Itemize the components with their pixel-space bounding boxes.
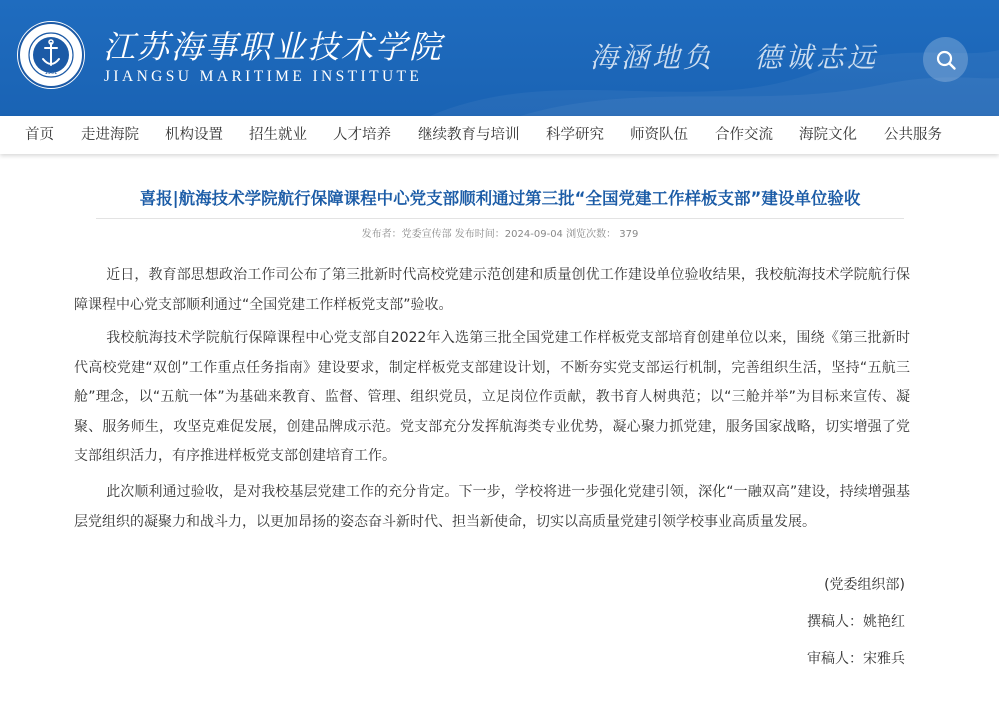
article-paragraph: 我校航海技术学院航行保障课程中心党支部自2022年入选第三批全国党建工作样板党支部培育创建单位以来，围绕《第三批新时代高校党建“双创”工作重点任务指南》建设要求，制定样板党支部建设计划，不断夯实党支部运行机制，完善组织生活，坚持“五航三舱”理念，以“五航一体”为基础来教育、监督、管理、组织党员，立足岗位作贡献，教书育人树典范；以“三舱并举”为目标来宣传、凝聚、服务师生，攻坚克难促发展，创建品牌成示范。党支部充分发挥航海类专业优势，凝心聚力抓党建，服务国家战略，切实增强了党支部组织活力，有序推进样板党支部创建培育工作。 <box>74 330 910 465</box>
nav-item-cooperation[interactable]: 合作交流 <box>715 127 773 143</box>
nav-item-education[interactable]: 人才培养 <box>333 127 391 143</box>
search-button[interactable] <box>923 37 968 82</box>
article-author: 撰稿人：姚艳红 <box>807 614 905 630</box>
nav-item-continuing-education[interactable]: 继续教育与培训 <box>418 127 520 143</box>
article-paragraph: 近日，教育部思想政治工作司公布了第三批新时代高校党建示范创建和质量创优工作建设单位验收结果，我校航海技术学院航行保障课程中心党支部顺利通过“全国党建工作样板党支部”验收。 <box>74 267 910 313</box>
seal-year: 1951 <box>44 70 58 76</box>
article-paragraph: 此次顺利通过验收，是对我校基层党建工作的充分肯定。下一步，学校将进一步强化党建引领，深化“一融双高”建设，持续增强基层党组织的凝聚力和战斗力，以更加昂扬的姿态奋斗新时代、担当新使命，切实以高质量党建引领学校事业高质量发展。 <box>74 484 910 530</box>
school-name-cn[interactable]: 江苏海事职业技术学院 <box>103 28 444 66</box>
article-meta: 发布者：党委宣传部 发布时间：2024-09-04 浏览次数： 379 <box>361 229 639 240</box>
motto-second: 德诚志远 <box>754 41 879 74</box>
nav-item-culture[interactable]: 海院文化 <box>799 127 857 143</box>
nav-item-home[interactable]: 首页 <box>25 127 54 143</box>
article-department: (党委组织部) <box>824 577 905 593</box>
article-title: 喜报|航海技术学院航行保障课程中心党支部顺利通过第三批“全国党建工作样板支部”建设单位验收 <box>139 189 861 208</box>
nav-item-admissions[interactable]: 招生就业 <box>249 127 307 143</box>
site-header <box>0 0 999 116</box>
search-icon <box>935 49 957 71</box>
nav-item-faculty[interactable]: 师资队伍 <box>630 127 688 143</box>
nav-item-about[interactable]: 走进海院 <box>81 127 139 143</box>
anchor-seal-icon <box>17 21 85 89</box>
nav-item-research[interactable]: 科学研究 <box>546 127 604 143</box>
article-reviewer: 审稿人：宋雅兵 <box>807 651 905 667</box>
nav-item-public-services[interactable]: 公共服务 <box>884 127 942 143</box>
nav-item-departments[interactable]: 机构设置 <box>165 127 223 143</box>
main-nav <box>0 116 999 154</box>
motto-first: 海涵地负 <box>590 41 715 74</box>
school-seal-logo[interactable] <box>17 21 85 89</box>
title-divider <box>96 218 904 219</box>
school-name-en[interactable]: JIANGSU MARITIME INSTITUTE <box>104 68 423 85</box>
